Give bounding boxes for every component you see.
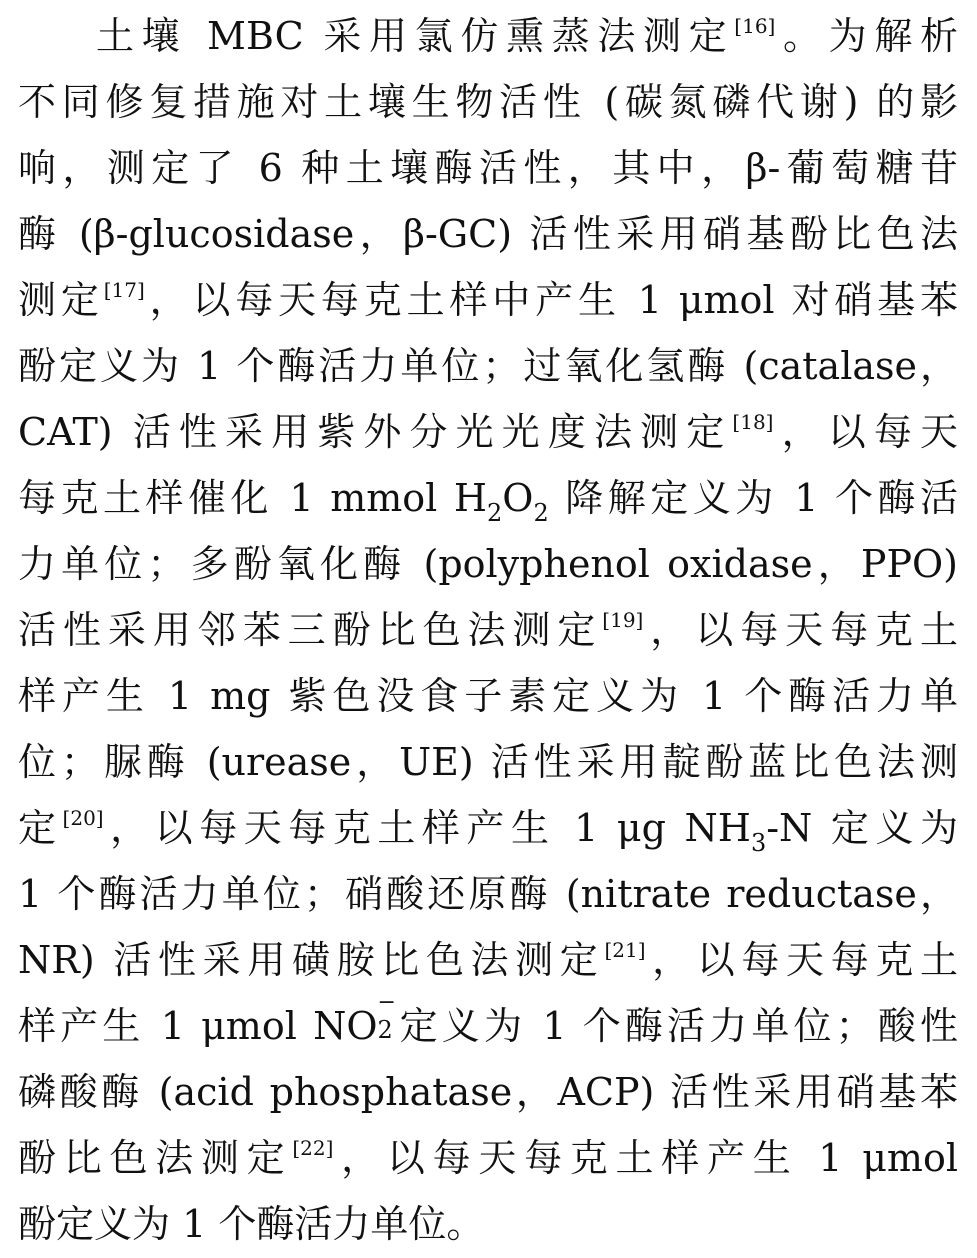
text-segment: ，以每天每克土样产生 1 μg NH: [103, 806, 751, 850]
citation-ref-19: [19]: [602, 608, 644, 632]
superscript-subscript: [377, 996, 396, 1044]
text-line-3: 响，测定了 6 种土壤酶活性，其中，β-葡萄糖苷: [18, 146, 958, 190]
text-segment: 定: [18, 806, 63, 850]
text-segment: 土壤 MBC 采用氯仿熏蒸法测定: [96, 14, 735, 58]
text-line-5: [18, 270, 958, 330]
text-line-18: [18, 1128, 958, 1188]
text-line-14: 1 个酶活力单位；硝酸还原酶 (nitrate reductase，: [18, 872, 958, 916]
text-line-6: 酚定义为 1 个酶活力单位；过氧化氢酶 (catalase，: [18, 344, 958, 388]
text-line-8: [18, 468, 958, 528]
citation-ref-22: [22]: [292, 1136, 334, 1160]
text-segment: 测定: [18, 278, 104, 322]
text-line-17: 磷酸酶 (acid phosphatase，ACP) 活性采用硝基苯: [18, 1070, 958, 1114]
text-segment: ，以每天每克土: [645, 938, 958, 982]
citation-ref-20: [20]: [62, 806, 104, 830]
citation-ref-16: [16]: [734, 14, 776, 38]
text-line-19: 酚定义为 1 个酶活力单位。: [18, 1202, 485, 1246]
text-segment: ，以每天: [773, 410, 958, 454]
text-segment: -N 定义为: [766, 806, 958, 850]
citation-ref-18: [18]: [732, 410, 774, 434]
citation-ref-21: [21]: [604, 938, 646, 962]
citation-ref-17: [17]: [103, 278, 145, 302]
text-line-2: 不同修复措施对土壤生物活性 (碳氮磷代谢) 的影: [18, 80, 958, 124]
superscript: −: [377, 996, 396, 1015]
text-segment: ，以每天每克土样中产生 1 μmol 对硝基苯: [144, 278, 958, 322]
text-segment: 降解定义为 1 个酶活: [548, 476, 958, 520]
text-segment: ，以每天每克土样产生 1 μmol: [333, 1136, 958, 1180]
text-line-13: [18, 798, 958, 858]
text-segment: ，以每天每克土: [643, 608, 958, 652]
text-line-9: 力单位；多酚氧化酶 (polyphenol oxidase，PPO): [18, 542, 958, 586]
text-line-7: [18, 402, 958, 462]
text-segment: 定义为 1 个酶活力单位；酸性: [395, 1004, 958, 1048]
subscript: 2: [533, 499, 549, 527]
text-segment: 酚比色法测定: [18, 1136, 293, 1180]
text-line-11: 样产生 1 mg 紫色没食子素定义为 1 个酶活力单: [18, 674, 958, 718]
text-line-1: [18, 6, 958, 66]
text-line-15: [18, 930, 958, 990]
text-line-4: 酶 (β-glucosidase，β-GC) 活性采用硝基酚比色法: [18, 212, 958, 256]
subscript: 2: [377, 1016, 393, 1044]
text-segment: 活性采用邻苯三酚比色法测定: [18, 608, 603, 652]
subscript: 3: [750, 829, 767, 857]
text-segment: O: [502, 476, 534, 520]
text-line-12: 位；脲酶 (urease，UE) 活性采用靛酚蓝比色法测: [18, 740, 958, 784]
text-line-16: [18, 996, 958, 1056]
text-segment: 每克土样催化 1 mmol H: [18, 476, 488, 520]
text-segment: 。为解析: [775, 14, 958, 58]
text-line-10: [18, 600, 958, 660]
subscript: 2: [487, 499, 503, 527]
text-segment: NR) 活性采用磺胺比色法测定: [18, 938, 605, 982]
text-segment: 样产生 1 μmol NO: [18, 1004, 378, 1048]
text-segment: CAT) 活性采用紫外分光光度法测定: [18, 410, 733, 454]
